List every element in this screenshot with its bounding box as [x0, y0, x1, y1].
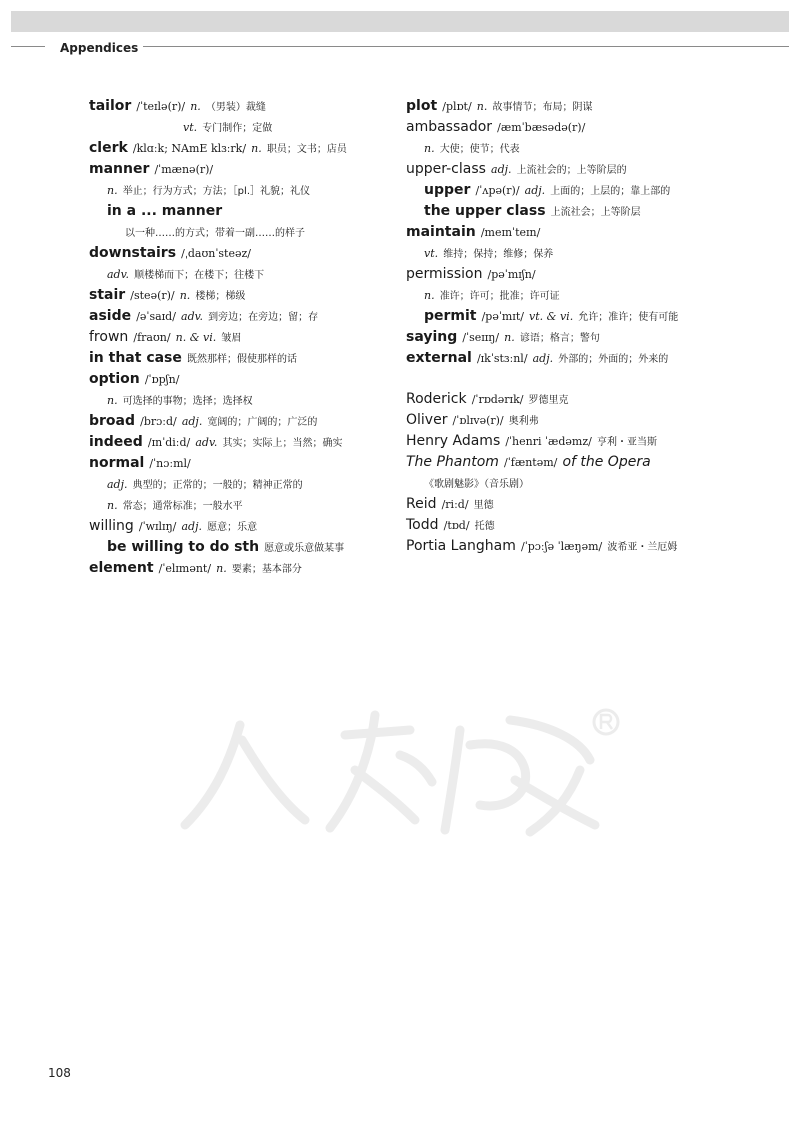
- glossary-entry: [406, 326, 776, 347]
- definition: 奥利弗: [508, 416, 539, 427]
- phonetic: /əˈsaɪd/: [136, 310, 176, 323]
- header-rule-right: [143, 46, 789, 47]
- phonetic: /ˈɒlɪvə(r)/: [452, 414, 504, 427]
- glossary-entry: [406, 263, 776, 284]
- definition: 皱眉: [221, 333, 242, 344]
- glossary-entry: [406, 116, 776, 137]
- definition: （男装）裁缝: [205, 102, 266, 113]
- glossary-entry: [406, 221, 776, 242]
- definition: 上面的；上层的；靠上部的: [550, 186, 671, 197]
- headword: clerk: [89, 140, 128, 156]
- glossary-sense: [89, 473, 389, 494]
- phonetic: /ˈelɪmənt/: [158, 562, 212, 575]
- definition: 波希亚・兰厄姆: [607, 542, 678, 553]
- part-of-speech: adj.: [181, 415, 203, 428]
- proper-name-entry: [406, 409, 776, 430]
- title-part-2: of the Opera: [562, 454, 651, 470]
- definition: 举止；行为方式；方法；［pl.］礼貌；礼仪: [122, 186, 310, 197]
- part-of-speech: adj.: [107, 478, 128, 491]
- definition: 谚语；格言；警句: [519, 333, 600, 344]
- proper-name-entry: [406, 535, 776, 556]
- definition: 既然那样；假使那样的话: [186, 354, 297, 365]
- definition: 故事情节；布局；阴谋: [492, 102, 593, 113]
- proper-name-entry: [406, 451, 776, 472]
- page-number: 108: [48, 1066, 71, 1080]
- headword: saying: [406, 329, 458, 345]
- part-of-speech: n.: [216, 562, 227, 575]
- headword: aside: [89, 308, 132, 324]
- glossary-entry: [89, 305, 389, 326]
- part-of-speech: adv.: [107, 268, 130, 281]
- headword: plot: [406, 98, 438, 114]
- glossary-sub-entry: [406, 179, 776, 200]
- glossary-entry: [89, 137, 389, 158]
- glossary-phrase: [89, 536, 389, 557]
- definition: 常态；通常标准；一般水平: [122, 501, 243, 512]
- definition: 职员；文书；店员: [266, 144, 347, 155]
- part-of-speech: n.: [107, 184, 118, 197]
- phonetic: /ˈfæntəm/: [504, 456, 558, 469]
- glossary-entry: [89, 410, 389, 431]
- definition: 愿意；乐意: [207, 522, 258, 533]
- definition: 以一种……的方式；带着一副……的样子: [125, 228, 305, 239]
- headword: manner: [89, 161, 150, 177]
- definition: 《歌剧魅影》（音乐剧）: [424, 479, 529, 490]
- glossary-entry: [406, 347, 776, 368]
- phonetic: /ˈseɪɪŋ/: [462, 331, 500, 344]
- part-of-speech: adj.: [181, 520, 202, 533]
- phonetic: /æmˈbæsədə(r)/: [497, 121, 586, 134]
- phonetic: /ˈɒpʃn/: [144, 373, 180, 386]
- definition: 宽阔的；广阔的；广泛的: [207, 417, 318, 428]
- title-part-1: The Phantom: [406, 454, 499, 470]
- phonetic: /tɒd/: [443, 519, 470, 532]
- spacer: [406, 368, 776, 388]
- glossary-sense: [406, 242, 776, 263]
- phonetic: /ˈhenri ˈædəmz/: [505, 435, 592, 448]
- definition: 典型的；正常的；一般的；精神正常的: [132, 480, 303, 491]
- headword: frown: [89, 329, 129, 345]
- top-band: [11, 11, 789, 32]
- phonetic: /brɔːd/: [140, 415, 177, 428]
- phonetic: /klɑːk; NAmE klɜːrk/: [132, 142, 247, 155]
- glossary-sense: [89, 263, 389, 284]
- definition: 准许；许可；批准；许可证: [439, 291, 560, 302]
- definition: 维持；保持；维修；保养: [443, 249, 554, 260]
- glossary-sub-entry: [406, 305, 776, 326]
- phonetic: /ˈnɔːml/: [149, 457, 191, 470]
- phonetic: /ˈwɪlɪŋ/: [138, 520, 177, 533]
- part-of-speech: n.: [107, 394, 118, 407]
- part-of-speech: n.: [251, 142, 262, 155]
- headword: in that case: [89, 350, 182, 366]
- glossary-entry: [406, 95, 776, 116]
- headword: ambassador: [406, 119, 493, 135]
- headword: normal: [89, 455, 145, 471]
- headword: upper: [424, 182, 471, 198]
- part-of-speech: vt. & vi.: [529, 310, 574, 323]
- headword: option: [89, 371, 140, 387]
- definition: 大使；使节；代表: [439, 144, 520, 155]
- definition: 到旁边；在旁边；留；存: [208, 312, 319, 323]
- glossary-entry: [89, 431, 389, 452]
- part-of-speech: adv.: [195, 436, 218, 449]
- headword: tailor: [89, 98, 132, 114]
- phonetic: /riːd/: [441, 498, 469, 511]
- glossary-right-column: [406, 95, 776, 556]
- phonetic: /ɪkˈstɜːnl/: [476, 352, 528, 365]
- definition: 专门制作；定做: [202, 123, 273, 134]
- phonetic: /ˈʌpə(r)/: [475, 184, 520, 197]
- phonetic: /ɪnˈdiːd/: [147, 436, 191, 449]
- headword: willing: [89, 518, 134, 534]
- definition: 托德: [474, 521, 495, 532]
- headword: element: [89, 560, 154, 576]
- glossary-left-column: [89, 95, 389, 578]
- proper-name-entry: [406, 388, 776, 409]
- glossary-entry: [89, 326, 389, 347]
- phonetic: /pəˈmɪt/: [481, 310, 524, 323]
- definition: 罗德里克: [528, 395, 569, 406]
- definition: 其实；实际上；当然；确实: [222, 438, 343, 449]
- definition: 顺楼梯而下；在楼下；往楼下: [134, 270, 265, 281]
- glossary-sense: [406, 284, 776, 305]
- glossary-sense: [89, 494, 389, 515]
- definition: 愿意或乐意做某事: [264, 543, 345, 554]
- glossary-entry: [89, 452, 389, 473]
- glossary-entry: [89, 368, 389, 389]
- name: Portia Langham: [406, 538, 516, 554]
- name: Oliver: [406, 412, 448, 428]
- name: Henry Adams: [406, 433, 501, 449]
- name: Reid: [406, 496, 437, 512]
- glossary-entry: [89, 95, 389, 116]
- part-of-speech: vt.: [424, 247, 439, 260]
- part-of-speech: adj.: [491, 163, 512, 176]
- glossary-entry: [406, 158, 776, 179]
- definition: 允许；准许；使有可能: [578, 312, 679, 323]
- publisher-watermark: [170, 700, 630, 840]
- proper-name-entry: [406, 514, 776, 535]
- glossary-entry: [89, 557, 389, 578]
- phonetic: /plɒt/: [442, 100, 472, 113]
- definition: 楼梯；梯级: [195, 291, 246, 302]
- headword: downstairs: [89, 245, 177, 261]
- name: Roderick: [406, 391, 467, 407]
- phonetic: /steə(r)/: [130, 289, 175, 302]
- part-of-speech: vt.: [183, 121, 198, 134]
- glossary-entry: [89, 515, 389, 536]
- part-of-speech: n. & vi.: [175, 331, 217, 344]
- proper-name-entry: [406, 430, 776, 451]
- glossary-phrase: [89, 200, 389, 221]
- phonetic: /ˈpɔːʃə ˈlæŋəm/: [521, 540, 603, 553]
- headword: broad: [89, 413, 136, 429]
- header-rule-left: [11, 46, 45, 47]
- glossary-sense: [406, 472, 776, 493]
- glossary-sense: [89, 221, 389, 242]
- phrase: the upper class: [424, 203, 546, 219]
- phonetic: /pəˈmɪʃn/: [487, 268, 536, 281]
- part-of-speech: n.: [424, 142, 435, 155]
- glossary-sense: [89, 389, 389, 410]
- proper-name-entry: [406, 493, 776, 514]
- running-header: Appendices: [60, 41, 139, 55]
- definition: 上流社会的；上等阶层的: [516, 165, 627, 176]
- phonetic: /fraʊn/: [133, 331, 171, 344]
- glossary-entry: [89, 284, 389, 305]
- phonetic: /ˈrɒdərɪk/: [471, 393, 524, 406]
- name: Todd: [406, 517, 439, 533]
- definition: 亨利・亚当斯: [596, 437, 657, 448]
- headword: indeed: [89, 434, 143, 450]
- glossary-entry: [89, 347, 389, 368]
- headword: stair: [89, 287, 126, 303]
- definition: 可选择的事物；选择；选择权: [122, 396, 253, 407]
- definition: 上流社会；上等阶层: [550, 207, 641, 218]
- part-of-speech: n.: [179, 289, 191, 302]
- glossary-phrase: [406, 200, 776, 221]
- part-of-speech: adv.: [181, 310, 204, 323]
- glossary-entry: [89, 158, 389, 179]
- headword: external: [406, 350, 472, 366]
- phonetic: /ˈteɪlə(r)/: [136, 100, 186, 113]
- part-of-speech: n.: [504, 331, 515, 344]
- headword: maintain: [406, 224, 476, 240]
- phrase: be willing to do sth: [107, 539, 260, 555]
- part-of-speech: adj.: [524, 184, 546, 197]
- phonetic: /meɪnˈteɪn/: [480, 226, 541, 239]
- part-of-speech: n.: [190, 100, 201, 113]
- definition: 要素；基本部分: [231, 564, 302, 575]
- headword: permission: [406, 266, 483, 282]
- headword: upper-class: [406, 161, 486, 177]
- glossary-sense: [406, 137, 776, 158]
- definition: 外部的；外面的；外来的: [558, 354, 669, 365]
- part-of-speech: adj.: [532, 352, 554, 365]
- headword: permit: [424, 308, 477, 324]
- glossary-sense: [89, 116, 389, 137]
- phrase: in a ... manner: [107, 203, 223, 219]
- part-of-speech: n.: [476, 100, 488, 113]
- part-of-speech: n.: [424, 289, 435, 302]
- phonetic: /ˌdaʊnˈsteəz/: [181, 247, 252, 260]
- part-of-speech: n.: [107, 499, 118, 512]
- glossary-sense: [89, 179, 389, 200]
- phonetic: /ˈmænə(r)/: [154, 163, 214, 176]
- glossary-entry: [89, 242, 389, 263]
- definition: 里德: [473, 500, 494, 511]
